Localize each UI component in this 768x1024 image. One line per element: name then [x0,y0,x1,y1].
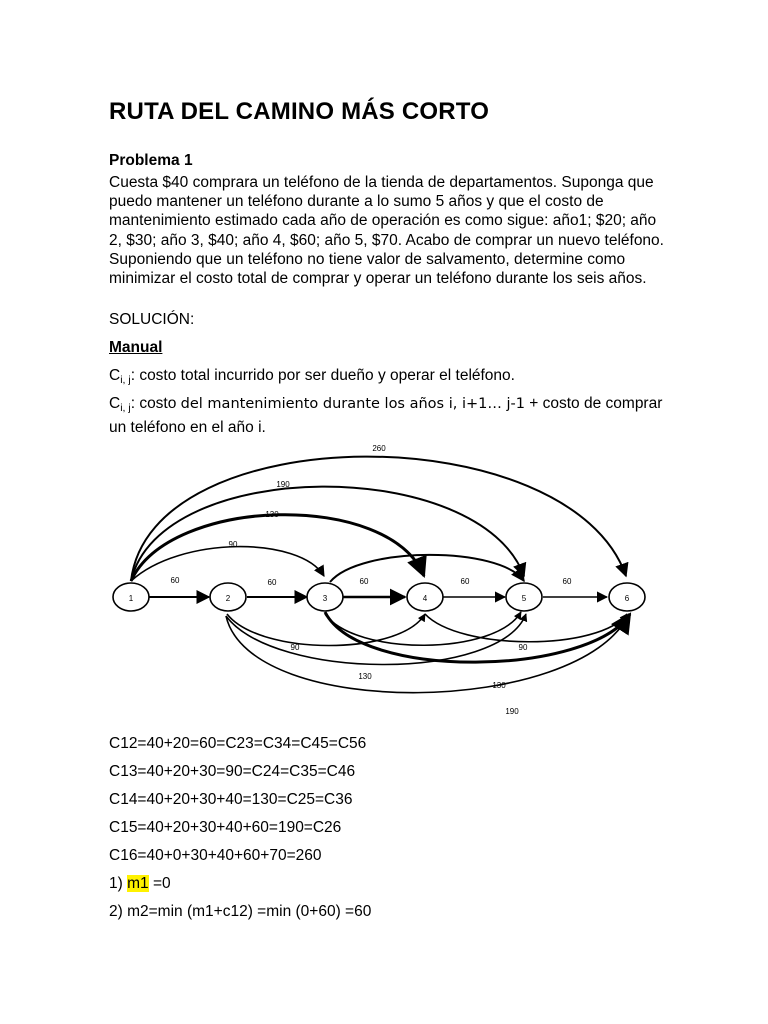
equation-c12: C12=40+20=60=C23=C34=C45=C56 [109,735,367,752]
edge-1-3-arc [131,547,324,581]
edge-label-260: 260 [372,444,386,453]
cost-subscript: i, j [120,402,131,414]
edge-label-5-6: 60 [562,577,572,586]
edge-label-3-5: 90 [518,643,528,652]
equation-c14: C14=40+20+30+40=130=C25=C36 [109,791,353,808]
node-4 [407,583,443,611]
edge-label-2-4: 90 [290,643,300,652]
node-3 [307,583,343,611]
definition-text-a: : costo [130,395,181,412]
node-5-label: 5 [521,594,527,603]
node-6-label: 6 [624,594,630,603]
edge-label-1-2: 60 [170,576,180,585]
edge-label-2-6: 190 [505,707,519,716]
node-6 [609,583,645,611]
problem-statement: Cuesta $40 comprara un teléfono de la tienda de departamentos. Suponga que puedo mantener un teléfono durante a lo sumo 5 años y que el costo de mantenimiento estimado cada año de operación es como sigue: año1; $20; año 2, $30; año 3, $40; año 4, $60; año 5, $70. Acabo de comprar un nuevo teléfono. Suponiendo que un teléfono no tiene valor de salvamento, determine como minimizar el costo total de comprar y operar un teléfono durante los seis años. [109,174,664,288]
definition-maintenance-cost [109,394,669,438]
step-1-prefix: 1) [109,875,128,892]
edge-label-3-4: 60 [359,577,369,586]
cost-symbol: C [109,395,121,412]
node-2-label: 2 [225,594,231,603]
definition-total-cost [109,367,515,386]
edge-2-5-arc [226,614,526,665]
node-4-label: 4 [422,594,428,603]
node-5 [506,583,542,611]
edge-label-4-5: 60 [460,577,470,586]
edge-1-6-arc [131,457,626,581]
solution-label: SOLUCIÓN: [109,311,195,328]
step-1-highlight: m1 [127,875,149,892]
node-2 [210,583,246,611]
step-1 [109,875,171,893]
page-title: RUTA DEL CAMINO MÁS CORTO [109,98,490,125]
edge-1-5-arc [131,487,524,581]
definition-text-b: del mantenimiento durante los años i, i+1… j-1 [180,396,525,412]
manual-heading: Manual [109,339,163,356]
shortest-path-network-diagram [100,436,660,726]
edge-label-190: 190 [276,480,290,489]
cost-subscript: i, j [120,374,131,386]
equation-c16: C16=40+0+30+40+60+70=260 [109,847,322,864]
definition-text: : costo total incurrido por ser dueño y operar el teléfono. [130,367,515,384]
definition-text-c: + costo de comprar un teléfono en el año i. [109,395,663,436]
edge-label-90: 90 [228,540,238,549]
node-1-label: 1 [128,594,134,603]
edge-4-6-arc [425,614,627,642]
cost-symbol: C [109,367,121,384]
step-1-suffix: =0 [148,875,171,892]
edge-1-4-arc [131,515,424,581]
step-2: 2) m2=min (m1+c12) =min (0+60) =60 [109,903,372,920]
problem-heading: Problema 1 [109,152,193,169]
equation-c13: C13=40+20+30=90=C24=C35=C46 [109,763,356,780]
equation-c15: C15=40+20+30+40+60=190=C26 [109,819,342,836]
edge-label-2-5: 130 [358,672,372,681]
edge-label-2-3: 60 [267,578,277,587]
node-1 [113,583,149,611]
edge-label-3-6: 130 [492,681,506,690]
edge-2-6-arc [226,614,629,693]
edge-label-130: 130 [265,510,279,519]
node-3-label: 3 [322,594,328,603]
